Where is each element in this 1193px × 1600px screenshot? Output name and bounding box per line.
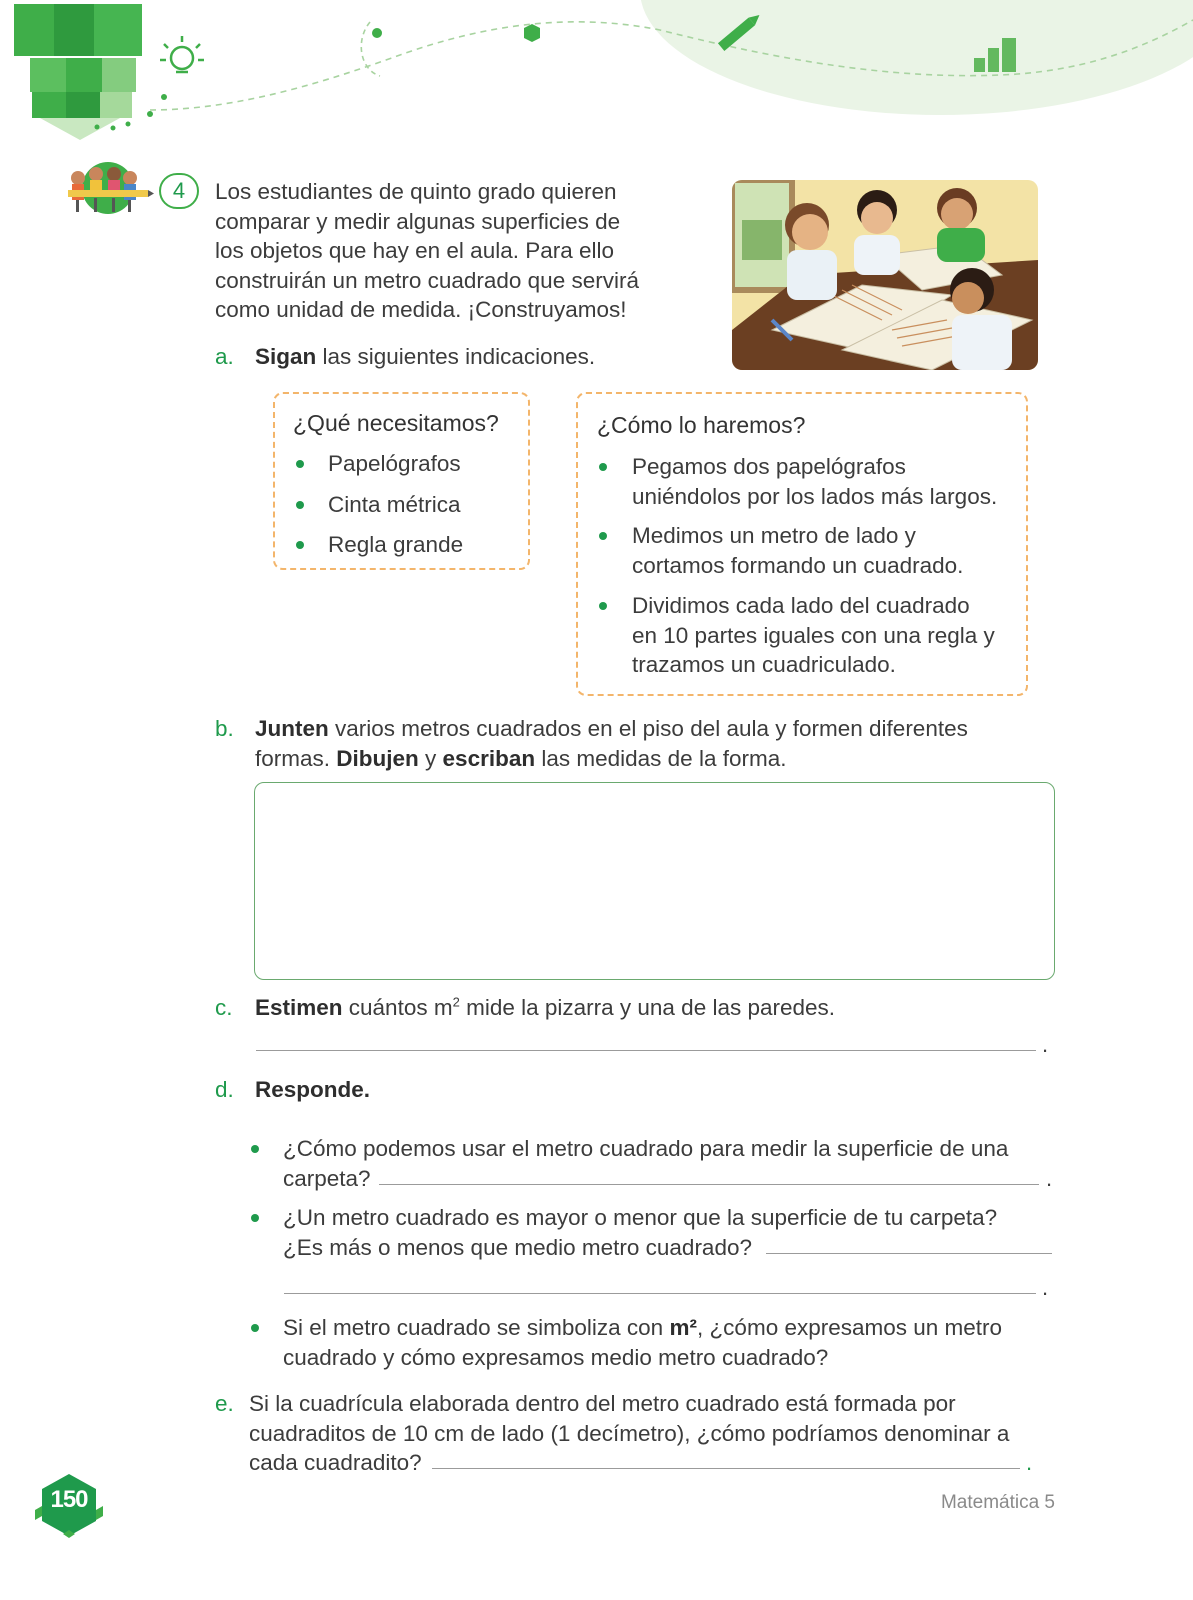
steps-title: ¿Cómo lo haremos? [597,412,806,438]
instruction-b: Junten varios metros cuadrados en el piso del aula y formen diferentes formas. Dibujen y escriban las medidas de la forma. [255,716,968,771]
bullet [251,1214,259,1222]
step-item: Pegamos dos papelógrafos uniéndolos por los lados más largos. [632,454,998,509]
bullet [599,532,607,540]
activity-intro [215,177,695,325]
intro-line: Los estudiantes de quinto grado quieren [215,179,617,204]
instruction-verb: Sigan [255,344,317,369]
bullet [251,1145,259,1153]
bullet [296,541,304,549]
period: . [1042,1032,1049,1057]
step-item: Medimos un metro de lado y cortamos formando un cuadrado. [632,523,964,578]
bullet [599,463,607,471]
answer-line-q1[interactable] [379,1184,1039,1185]
item-letter-b: b. [215,716,234,741]
period: . [1026,1450,1033,1475]
answer-line-q2[interactable] [766,1253,1052,1254]
answer-line-e[interactable] [432,1468,1020,1469]
item-letter-c: c. [215,995,233,1020]
step-item: Dividimos cada lado del cuadrado en 10 partes iguales con una regla y trazamos un cuadriculado. [632,593,995,677]
material-item: Cinta métrica [328,492,461,517]
instruction-e: Si la cuadrícula elaborada dentro del metro cuadrado está formada por cuadraditos de 10 cm de lado (1 decímetro), ¿cómo podríamos denominar a cada cuadradito? [249,1391,1010,1475]
instruction-d: Responde. [255,1077,371,1102]
intro-line: comparar y medir algunas superficies de [215,208,621,234]
intro-line: como unidad de medida. ¡Construyamos! [215,297,627,322]
item-letter-d: d. [215,1077,234,1102]
period: . [1046,1166,1053,1191]
instruction-a: Sigan las siguientes indicaciones. [255,344,596,369]
drawing-area[interactable] [254,782,1055,980]
intro-line: construirán un metro cuadrado que servirá [215,267,639,293]
students-group-icon [64,160,154,218]
bullet [296,460,304,468]
students-measuring-illustration [732,180,1038,370]
activity-number-badge: 4 [159,173,199,209]
bullet [251,1324,259,1332]
material-item: Regla grande [328,532,464,557]
material-item: Papelógrafos [328,451,461,476]
lightbulb-icon [160,36,204,72]
question-1: ¿Cómo podemos usar el metro cuadrado para medir la superficie de una carpeta? [283,1136,1009,1191]
bullet [296,501,304,509]
intro-line: los objetos que hay en el aula. Para ello [215,238,615,263]
page-number: 150 [50,1486,88,1513]
bullet [599,602,607,610]
item-letter-e: e. [215,1391,234,1416]
header-decoration [0,0,1193,150]
book-title-footer: Matemática 5 [940,1492,1055,1513]
answer-line-c[interactable] [256,1050,1036,1051]
item-letter-a: a. [215,344,234,369]
materials-title: ¿Qué necesitamos? [293,410,499,436]
instruction-c: Estimen cuántos $m^2$ mide la pizarra y una de las paredes. [255,994,836,1020]
question-2: ¿Un metro cuadrado es mayor o menor que la superficie de tu carpeta? ¿Es más o menos que medio metro cuadrado? [283,1205,998,1260]
question-3: Si el metro cuadrado se simboliza con m², ¿cómo expresamos un metro cuadrado y cómo expresamos medio metro cuadrado? [283,1315,1003,1370]
answer-line-q2b[interactable] [284,1293,1036,1294]
period: . [1042,1275,1049,1300]
